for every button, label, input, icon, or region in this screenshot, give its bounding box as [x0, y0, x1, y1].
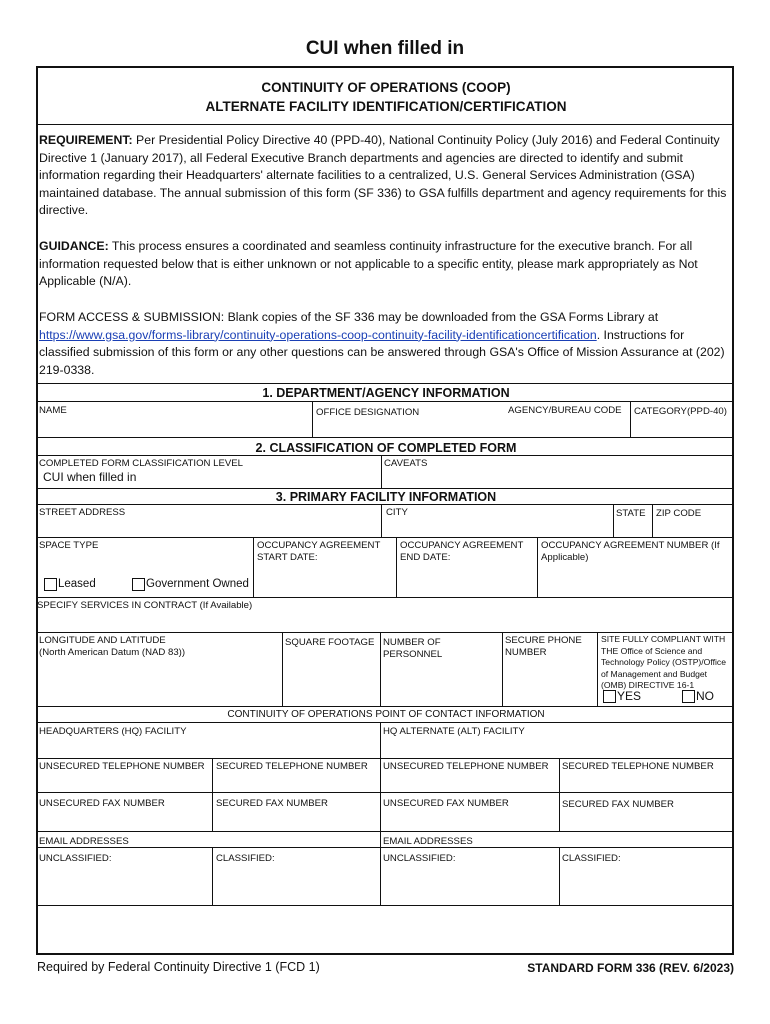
hq-classified-email-field[interactable] — [216, 853, 275, 865]
form-title-line1: CONTINUITY OF OPERATIONS (COOP) — [261, 80, 511, 95]
hq-email-label: EMAIL ADDRESSES — [39, 836, 129, 847]
classification-level-value[interactable]: CUI when filled in — [43, 470, 137, 484]
leased-label: Leased — [58, 578, 96, 590]
hq-secured-phone-field[interactable] — [216, 761, 368, 773]
form-access-text-after: . Instructions for classified submission of this form or any other questions can be answered through GSA's Office of Mission Assurance at (202) 219-0338. — [39, 327, 725, 377]
services-field[interactable] — [37, 600, 252, 612]
alt-classified-email-field[interactable] — [562, 853, 621, 865]
lonlat-field[interactable] — [39, 635, 185, 659]
footer-authority: Required by Federal Continuity Directive 1 (FCD 1) — [37, 960, 320, 974]
hq-secured-fax-label: SECURED FAX NUMBER — [216, 798, 328, 809]
alt-unsecured-fax-label: UNSECURED FAX NUMBER — [383, 798, 509, 809]
government-owned-checkbox[interactable] — [132, 578, 145, 596]
lonlat-label: LONGITUDE AND LATITUDE — [39, 635, 166, 646]
alt-secured-phone-label: SECURED TELEPHONE NUMBER — [562, 761, 714, 772]
hq-unsecured-phone-label: UNSECURED TELEPHONE NUMBER — [39, 761, 205, 772]
caveats-label: CAVEATS — [384, 458, 428, 469]
occupancy-number-field[interactable] — [541, 540, 731, 564]
guidance-paragraph — [39, 238, 729, 291]
alt-email-label: EMAIL ADDRESSES — [383, 836, 473, 847]
hq-alt-facility-field[interactable] — [383, 726, 525, 738]
lonlat-datum-label: (North American Datum (NAD 83)) — [39, 647, 186, 658]
street-address-label: STREET ADDRESS — [39, 507, 126, 518]
hq-unclassified-email-field[interactable] — [39, 853, 112, 865]
services-label: SPECIFY SERVICES IN CONTRACT (If Available) — [37, 600, 253, 611]
office-designation-label: OFFICE DESIGNATION — [316, 407, 420, 418]
alt-secured-fax-field[interactable] — [562, 799, 674, 811]
square-footage-label: SQUARE FOOTAGE — [285, 637, 375, 648]
form-title-line2: ALTERNATE FACILITY IDENTIFICATION/CERTIFICATION — [205, 99, 567, 114]
alt-secured-fax-label: SECURED FAX NUMBER — [562, 799, 674, 810]
guidance-label: GUIDANCE: — [39, 239, 109, 253]
section3-title: 3. PRIMARY FACILITY INFORMATION — [275, 490, 497, 504]
form-access-paragraph — [39, 309, 729, 379]
occupancy-end-field[interactable] — [400, 540, 534, 564]
alt-unsecured-phone-label: UNSECURED TELEPHONE NUMBER — [383, 761, 549, 772]
hq-unsecured-fax-field[interactable] — [39, 798, 165, 810]
occupancy-number-label: OCCUPANCY AGREEMENT NUMBER (If Applicable) — [541, 540, 720, 563]
requirement-paragraph — [39, 132, 729, 220]
city-field[interactable] — [386, 507, 408, 519]
hq-secured-fax-field[interactable] — [216, 798, 328, 810]
hq-unclassified-email-label: UNCLASSIFIED: — [39, 853, 112, 864]
zip-code-label: ZIP CODE — [656, 508, 702, 519]
requirement-label: REQUIREMENT: — [39, 133, 133, 147]
requirement-text: Per Presidential Policy Directive 40 (PPD-40), National Continuity Policy (July 2016) and Federal Continuity Directive 1 (January 2017), all Federal Executive Branch departments and agencies are directed to identify and submit information regarding their Headquarters' alternate facilities to a centralized, U.S. General Services Administration (GSA) maintained database. The annual submission of this form (SF 336) to GSA fulfills department and agency requirements for this directive. — [39, 133, 727, 218]
occupancy-end-label: OCCUPANCY AGREEMENT END DATE: — [400, 540, 524, 563]
alt-unsecured-fax-field[interactable] — [383, 798, 509, 810]
name-field[interactable] — [39, 405, 67, 417]
agency-bureau-code-field[interactable] — [508, 405, 622, 417]
category-field[interactable] — [634, 406, 727, 418]
space-type-label: SPACE TYPE — [39, 540, 99, 551]
state-label: STATE — [616, 508, 646, 519]
category-label: CATEGORY(PPD-40) — [634, 406, 727, 417]
personnel-label: NUMBER OF PERSONNEL — [383, 637, 443, 660]
name-label: NAME — [39, 405, 67, 416]
gsa-forms-link[interactable]: https://www.gsa.gov/forms-library/continuity-operations-coop-continuity-facility-identificationcertification — [39, 327, 597, 342]
caveats-field[interactable] — [384, 458, 427, 470]
compliance-label: SITE FULLY COMPLIANT WITH THE Office of Science and Technology Policy (OSTP)/Office of Management and Budget (OMB) DIRECTIVE 16-1 — [601, 634, 726, 690]
hq-facility-label: HEADQUARTERS (HQ) FACILITY — [39, 726, 187, 737]
guidance-text: This process ensures a coordinated and seamless continuity infrastructure for the executive branch. For all information requested below that is either unknown or not applicable to a specific entity, please mark appropriately as Not Applicable (N/A). — [39, 239, 698, 289]
secure-phone-field[interactable] — [505, 635, 595, 659]
agency-bureau-code-label: AGENCY/BUREAU CODE — [508, 405, 622, 416]
compliant-no-label: NO — [696, 689, 714, 703]
cui-marking: CUI when filled in — [305, 38, 465, 59]
leased-checkbox[interactable] — [44, 578, 57, 596]
poc-title: CONTINUITY OF OPERATIONS POINT OF CONTACT INFORMATION — [227, 709, 545, 720]
alt-secured-phone-field[interactable] — [562, 761, 714, 773]
alt-classified-email-label: CLASSIFIED: — [562, 853, 621, 864]
classification-level-label: COMPLETED FORM CLASSIFICATION LEVEL — [39, 458, 243, 469]
section1-title: 1. DEPARTMENT/AGENCY INFORMATION — [262, 386, 510, 400]
square-footage-field[interactable] — [285, 637, 374, 649]
alt-unclassified-email-field[interactable] — [383, 853, 456, 865]
occupancy-start-label: OCCUPANCY AGREEMENT START DATE: — [257, 540, 381, 563]
personnel-field[interactable] — [383, 637, 473, 661]
hq-unsecured-fax-label: UNSECURED FAX NUMBER — [39, 798, 165, 809]
office-designation-field[interactable] — [316, 407, 419, 419]
hq-unsecured-phone-field[interactable] — [39, 761, 205, 773]
occupancy-start-field[interactable] — [257, 540, 393, 564]
hq-classified-email-label: CLASSIFIED: — [216, 853, 275, 864]
section2-title: 2. CLASSIFICATION OF COMPLETED FORM — [255, 441, 517, 455]
hq-secured-phone-label: SECURED TELEPHONE NUMBER — [216, 761, 368, 772]
city-label: CITY — [386, 507, 408, 518]
hq-alt-facility-label: HQ ALTERNATE (ALT) FACILITY — [383, 726, 525, 737]
street-address-field[interactable] — [39, 507, 125, 519]
form-access-text: FORM ACCESS & SUBMISSION: Blank copies of the SF 336 may be downloaded from the GSA Forms Library at — [39, 310, 659, 324]
alt-unclassified-email-label: UNCLASSIFIED: — [383, 853, 456, 864]
alt-unsecured-phone-field[interactable] — [383, 761, 549, 773]
hq-facility-field[interactable] — [39, 726, 186, 738]
government-owned-label: Government Owned — [146, 578, 249, 590]
footer-form-number: STANDARD FORM 336 (REV. 6/2023) — [527, 961, 734, 975]
zip-code-field[interactable] — [656, 508, 701, 520]
compliant-yes-label: YES — [617, 689, 642, 703]
secure-phone-label: SECURE PHONE NUMBER — [505, 635, 582, 658]
state-field[interactable] — [616, 508, 646, 520]
